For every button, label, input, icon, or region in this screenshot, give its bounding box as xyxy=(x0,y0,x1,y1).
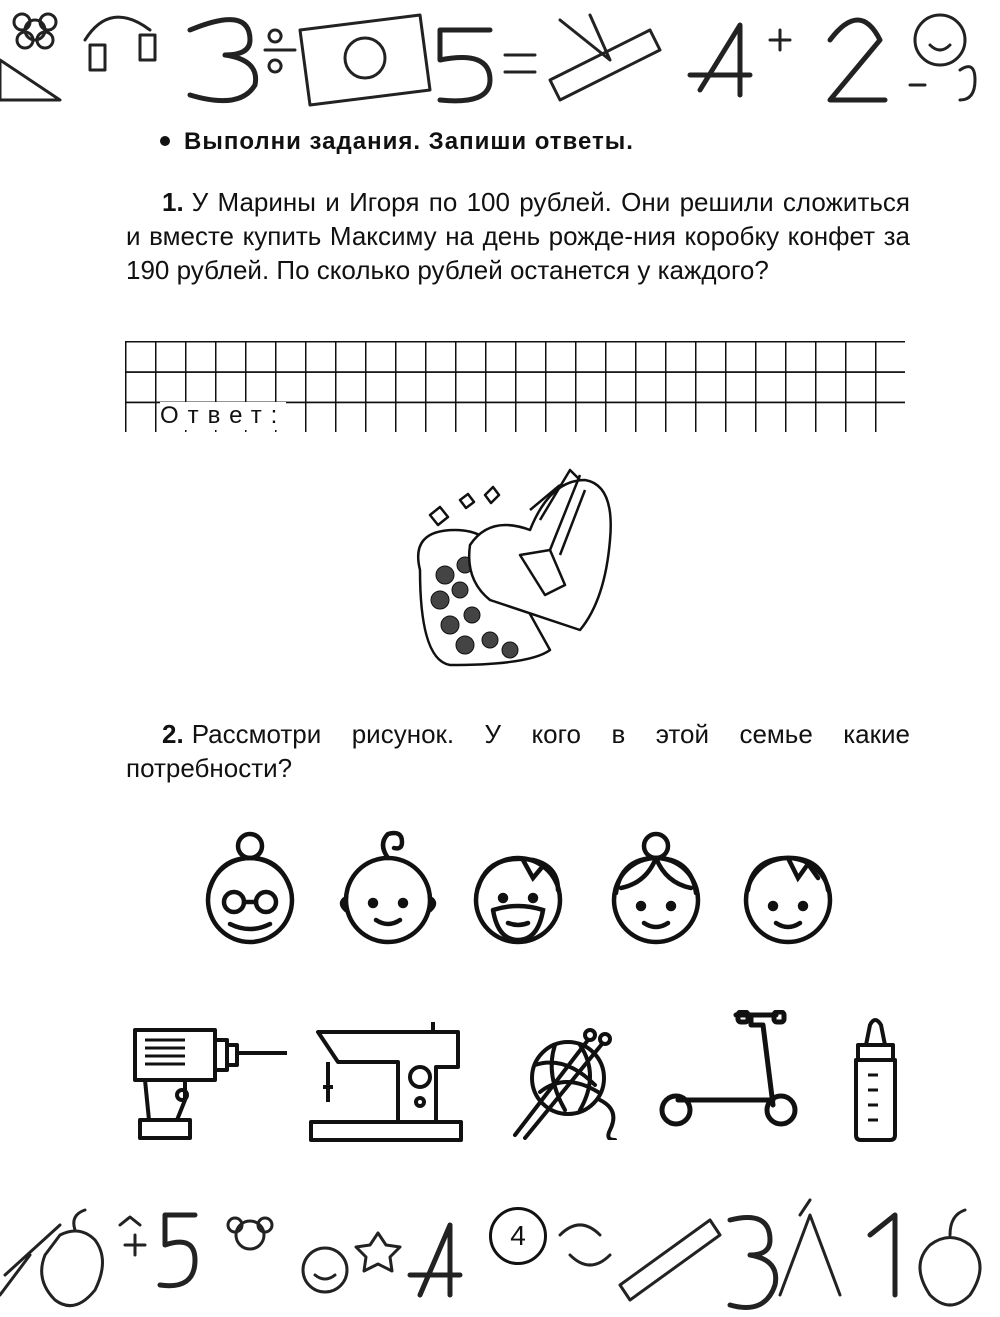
task-1-number: 1. xyxy=(162,187,184,217)
grid-cell[interactable] xyxy=(636,372,666,402)
grid-cell[interactable] xyxy=(336,372,366,402)
grid-cell[interactable] xyxy=(216,342,246,372)
grid-cell[interactable] xyxy=(396,342,426,372)
grid-cell[interactable] xyxy=(846,402,876,432)
page-number: 4 xyxy=(489,1207,547,1265)
grid-cell[interactable] xyxy=(696,342,726,372)
grid-cell[interactable] xyxy=(606,372,636,402)
grid-cell[interactable] xyxy=(666,342,696,372)
grid-cell[interactable] xyxy=(756,342,786,372)
sewing-machine-icon xyxy=(308,1022,468,1142)
grid-cell[interactable] xyxy=(636,342,666,372)
grid-cell[interactable] xyxy=(396,372,426,402)
grid-cell[interactable] xyxy=(186,372,216,402)
grid-cell[interactable] xyxy=(216,372,246,402)
grid-cell[interactable] xyxy=(306,402,336,432)
yarn-ball-icon xyxy=(510,1020,630,1140)
candy-box-icon xyxy=(410,460,620,685)
bullet-icon xyxy=(160,136,170,146)
task-1 xyxy=(126,185,910,287)
grid-cell[interactable] xyxy=(726,342,756,372)
grid-cell[interactable] xyxy=(336,342,366,372)
grid-cell[interactable] xyxy=(366,372,396,402)
grandfather-icon xyxy=(458,828,578,948)
grid-cell[interactable] xyxy=(816,402,846,432)
grid-cell[interactable] xyxy=(306,342,336,372)
top-decorative-border xyxy=(0,0,1000,115)
grandmother-icon xyxy=(190,828,310,948)
grid-cell[interactable] xyxy=(456,372,486,402)
grid-cell[interactable] xyxy=(786,342,816,372)
grid-cell[interactable] xyxy=(366,342,396,372)
answer-label: Ответ: xyxy=(160,402,287,429)
task-2-text: Рассмотри рисунок. У кого в этой семье какие потребности? xyxy=(126,719,910,783)
grid-cell[interactable] xyxy=(246,372,276,402)
grid-cell[interactable] xyxy=(516,372,546,402)
grid-cell[interactable] xyxy=(306,372,336,402)
grid-cell[interactable] xyxy=(576,402,606,432)
grid-cell[interactable] xyxy=(126,342,156,372)
grid-cell[interactable] xyxy=(726,402,756,432)
scooter-icon xyxy=(656,1010,806,1135)
grid-cell[interactable] xyxy=(846,372,876,402)
grid-cell[interactable] xyxy=(606,402,636,432)
grid-cell[interactable] xyxy=(816,372,846,402)
grid-cell[interactable] xyxy=(576,342,606,372)
grid-cell[interactable] xyxy=(576,372,606,402)
grid-cell[interactable] xyxy=(156,342,186,372)
grid-cell[interactable] xyxy=(666,372,696,402)
mother-icon xyxy=(596,828,716,948)
grid-cell[interactable] xyxy=(156,372,186,402)
grid-cell[interactable] xyxy=(486,342,516,372)
grid-cell[interactable] xyxy=(756,372,786,402)
grid-cell[interactable] xyxy=(396,402,426,432)
grid-cell[interactable] xyxy=(366,402,396,432)
grid-cell[interactable] xyxy=(546,402,576,432)
grid-cell[interactable] xyxy=(126,402,156,432)
boy-icon xyxy=(728,828,848,948)
grid-cell[interactable] xyxy=(426,402,456,432)
grid-cell[interactable] xyxy=(846,342,876,372)
grid-cell[interactable] xyxy=(456,402,486,432)
grid-cell[interactable] xyxy=(696,372,726,402)
grid-cell[interactable] xyxy=(786,372,816,402)
grid-cell[interactable] xyxy=(486,402,516,432)
baby-icon xyxy=(328,828,448,948)
grid-cell[interactable] xyxy=(516,342,546,372)
task-2-number: 2. xyxy=(162,719,184,749)
grid-cell[interactable] xyxy=(816,342,846,372)
grid-cell[interactable] xyxy=(876,342,905,372)
instruction xyxy=(160,128,634,156)
task-2 xyxy=(126,717,910,785)
grid-cell[interactable] xyxy=(756,402,786,432)
grid-cell[interactable] xyxy=(426,342,456,372)
grid-cell[interactable] xyxy=(696,402,726,432)
grid-cell[interactable] xyxy=(126,372,156,402)
grid-cell[interactable] xyxy=(276,372,306,402)
grid-cell[interactable] xyxy=(786,402,816,432)
grid-cell[interactable] xyxy=(876,372,905,402)
grid-cell[interactable] xyxy=(606,342,636,372)
grid-cell[interactable] xyxy=(186,342,216,372)
drill-icon xyxy=(130,1025,290,1145)
grid-cell[interactable] xyxy=(426,372,456,402)
grid-cell[interactable] xyxy=(726,372,756,402)
grid-cell[interactable] xyxy=(246,342,276,372)
task-1-text: У Марины и Игоря по 100 рублей. Они решили сложиться и вместе купить Максиму на день рожде-ния коробку конфет за 190 рублей. По сколько рублей останется у каждого? xyxy=(126,187,910,285)
grid-cell[interactable] xyxy=(636,402,666,432)
grid-cell[interactable] xyxy=(516,402,546,432)
instruction-text: Выполни задания. Запиши ответы. xyxy=(184,128,634,155)
grid-cell[interactable] xyxy=(276,342,306,372)
grid-cell[interactable] xyxy=(486,372,516,402)
grid-cell[interactable] xyxy=(546,372,576,402)
grid-cell[interactable] xyxy=(876,402,905,432)
grid-cell[interactable] xyxy=(546,342,576,372)
grid-cell[interactable] xyxy=(336,402,366,432)
baby-bottle-icon xyxy=(848,1015,903,1143)
grid-cell[interactable] xyxy=(666,402,696,432)
grid-cell[interactable] xyxy=(456,342,486,372)
